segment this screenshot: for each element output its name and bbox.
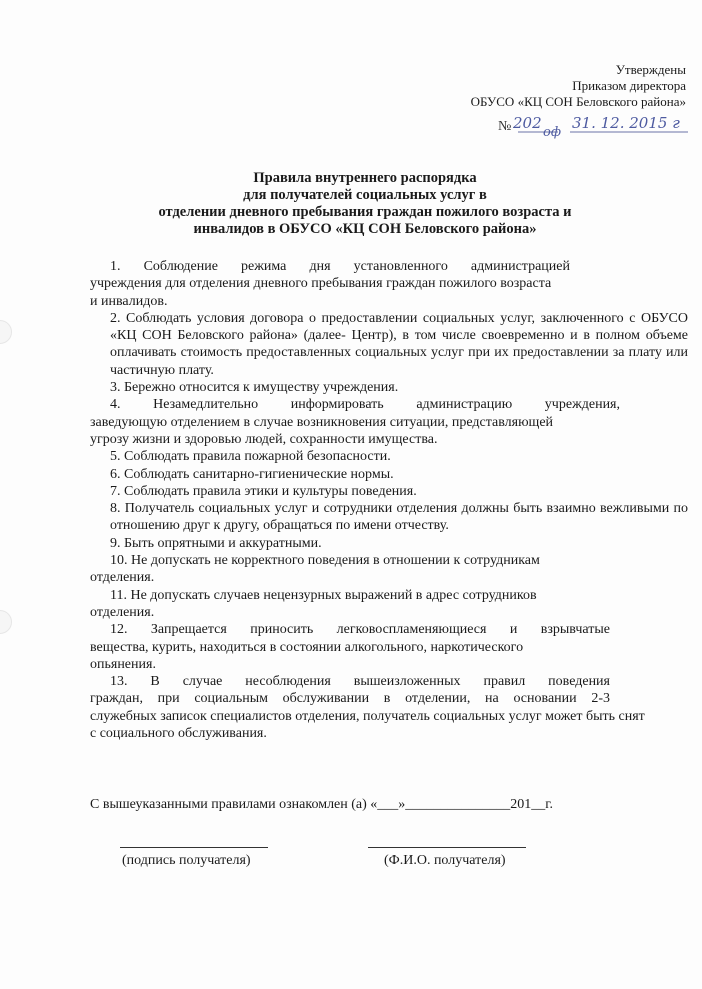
signature-caption: (подпись получателя): [122, 853, 251, 868]
order-suffix: оф: [543, 125, 562, 140]
order-number-handwritten: [498, 108, 693, 148]
rule-12-line-3: опьянения.: [90, 656, 156, 672]
rule-13-line-2: граждан, при социальным обслуживании в отделении, на основании 2-3: [90, 691, 610, 707]
order-date: 31. 12. 2015 г: [572, 114, 680, 132]
rule-2: 2. Соблюдать условия договора о предоставлении социальных услуг, заключенного с ОБУСО «КЦ СОН Беловского района» (далее- Центр), в том числе своевременно и в полном объеме оплачивать стоимость предоставленных социальных услуг при их предоставлении за плату или частичную плату.: [110, 310, 688, 378]
rule-13-line-1: 13. В случае несоблюдения вышеизложенных правил поведения: [110, 674, 610, 690]
approval-line-2: Приказом директора: [572, 78, 686, 93]
rule-11-line-2: отделения.: [90, 604, 155, 620]
order-underline-graphic: [498, 108, 693, 148]
acknowledgement-line: С вышеуказанными правилами ознакомлен (а) «___»_______________201__г.: [90, 797, 553, 812]
rule-11-line-1: 11. Не допускать случаев нецензурных выражений в адрес сотрудников: [110, 587, 537, 603]
rule-10-line-2: отделения.: [90, 570, 155, 586]
punch-hole-top: [0, 320, 12, 344]
rule-1-line-3: и инвалидов.: [90, 293, 168, 309]
document-title: [60, 170, 670, 238]
title-line-2: для получателей социальных услуг в: [243, 187, 487, 203]
order-number: 202: [513, 114, 542, 132]
title-line-1: Правила внутреннего распорядка: [253, 170, 477, 186]
rule-9: 9. Быть опрятными и аккуратными.: [110, 535, 322, 551]
title-line-3: отделении дневного пребывания граждан пожилого возраста и: [158, 204, 572, 220]
order-prefix: №: [498, 119, 512, 134]
rule-4-line-2: заведующую отделением в случае возникновения ситуации, представляющей: [90, 414, 554, 430]
rule-13-line-4: с социального обслуживания.: [90, 726, 267, 742]
approval-line-1: Утверждены: [615, 62, 686, 77]
approval-line-3: ОБУСО «КЦ СОН Беловского района»: [470, 94, 686, 109]
punch-hole-bottom: [0, 610, 12, 634]
rule-10-line-1: 10. Не допускать не корректного поведения в отношении к сотрудникам: [110, 553, 540, 569]
rule-1-line-1: 1. Соблюдение режима дня установленного администрацией: [110, 259, 570, 274]
rule-13-line-3: служебных записок специалистов отделения, получатель социальных услуг может быть снят: [90, 708, 645, 724]
rule-7: 7. Соблюдать правила этики и культуры поведения.: [110, 483, 417, 499]
rule-8: 8. Получатель социальных услуг и сотрудники отделения должны быть взаимно вежливыми по отношению друг к другу, обращаться по имени отчеству.: [110, 501, 688, 534]
rule-1-line-2: учреждения для отделения дневного пребывания граждан пожилого возраста: [90, 276, 552, 292]
rule-4-line-1: 4. Незамедлительно информировать администрацию учреждения,: [110, 397, 620, 413]
rules-list: [90, 258, 688, 742]
approval-block: [471, 62, 686, 110]
rule-6: 6. Соблюдать санитарно-гигиенические нормы.: [110, 466, 394, 482]
rule-5: 5. Соблюдать правила пожарной безопасности.: [110, 449, 391, 465]
title-line-4: инвалидов в ОБУСО «КЦ СОН Беловского района»: [193, 221, 537, 237]
full-name-caption: (Ф.И.О. получателя): [384, 853, 506, 868]
rule-3: 3. Бережно относится к имуществу учреждения.: [110, 380, 399, 396]
rule-12-line-2: вещества, курить, находиться в состоянии алкогольного, наркотического: [90, 639, 524, 655]
signature-line: [120, 847, 268, 848]
rule-4-line-3: угрозу жизни и здоровью людей, сохранности имущества.: [90, 431, 438, 447]
rule-12-line-1: 12. Запрещается приносить легковоспламеняющиеся и взрывчатые: [110, 622, 610, 638]
full-name-line: [368, 847, 526, 848]
